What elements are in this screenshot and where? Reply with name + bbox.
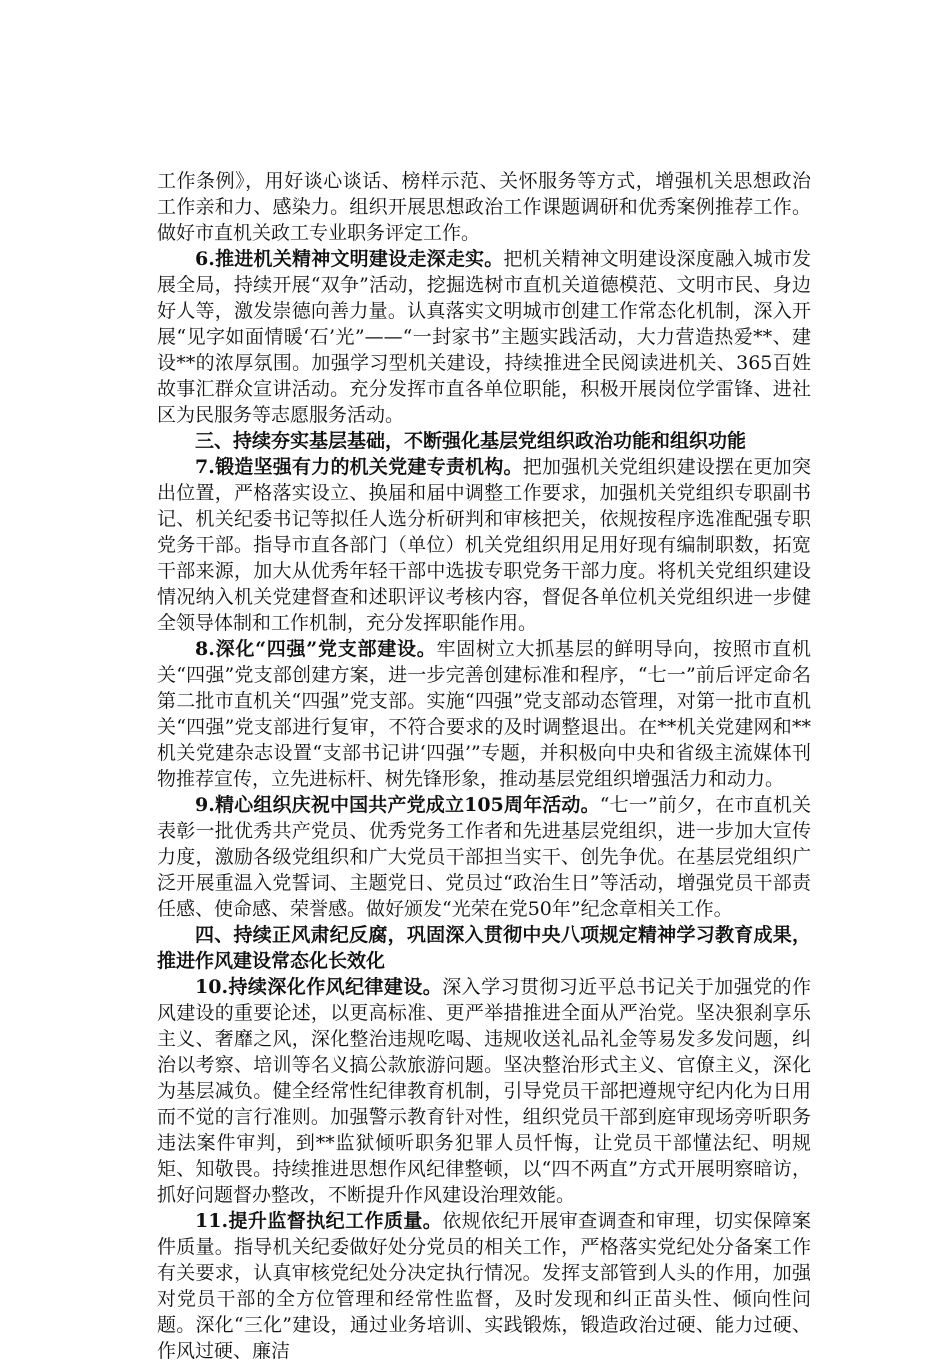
paragraph-item-6 xyxy=(157,246,811,428)
paragraph-text: 把加强机关党组织建设摆在更加突出位置，严格落实设立、换届和届中调整工作要求，加强机关党组织专职副书记、机关纪委书记等拟任人选分析研判和审核把关，依规按程序选准配强专职党务干部。指导市直各部门（单位）机关党组织用足用好现有编制职数，拓宽干部来源，加大从优秀年轻干部中选拔专职党务干部力度。将机关党组织建设情况纳入机关党建督查和述职评议考核内容，督促各单位机关党组织进一步健全领导体制和工作机制，充分发挥职能作用。 xyxy=(157,456,811,634)
section-heading-3: 三、持续夯实基层基础，不断强化基层党组织政治功能和组织功能 xyxy=(195,430,747,452)
paragraph-lead: 6.推进机关精神文明建设走深走实。 xyxy=(195,248,504,270)
paragraph-item-9 xyxy=(157,792,811,922)
paragraph-item-8 xyxy=(157,636,811,792)
document-page xyxy=(157,168,811,1364)
paragraph-text: “七一”前夕，在市直机关表彰一批优秀共产党员、优秀党务工作者和先进基层党组织，进一步加大宣传力度，激励各级党组织和广大党员干部担当实干、创先争优。在基层党组织广泛开展重温入党誓词、主题党日、党员过“政治生日”等活动，增强党员干部责任感、使命感、荣誉感。做好颁发“光荣在党50年”纪念章相关工作。 xyxy=(157,794,811,920)
paragraph-text: 深入学习贯彻习近平总书记关于加强党的作风建设的重要论述，以更高标准、更严举措推进全面从严治党。坚决狠刹享乐主义、奢靡之风，深化整治违规吃喝、违规收送礼品礼金等易发多发问题，纠治以考察、培训等名义搞公款旅游问题。坚决整治形式主义、官僚主义，深化为基层减负。健全经常性纪律教育机制，引导党员干部把遵规守纪内化为日用而不觉的言行准则。加强警示教育针对性，组织党员干部到庭审现场旁听职务违法案件审判，到**监狱倾听职务犯罪人员忏悔，让党员干部懂法纪、明规矩、知敬畏。持续推进思想作风纪律整顿，以“四不两直”方式开展明察暗访，抓好问题督办整改，不断提升作风建设治理效能。 xyxy=(157,976,811,1206)
paragraph-item-10 xyxy=(157,974,811,1208)
paragraph-lead: 7.锻造坚强有力的机关党建专责机构。 xyxy=(195,456,523,478)
section-heading-4: 四、持续正风肃纪反腐，巩固深入贯彻中央八项规定精神学习教育成果，推进作风建设常态化长效化 xyxy=(157,924,811,972)
paragraph-item-7 xyxy=(157,454,811,636)
paragraph-lead: 8.深化“四强”党支部建设。 xyxy=(195,638,437,660)
paragraph-lead: 10.持续深化作风纪律建设。 xyxy=(195,976,443,998)
paragraph-lead: 9.精心组织庆祝中国共产党成立105周年活动。 xyxy=(195,794,600,816)
paragraph-item-11 xyxy=(157,1208,811,1364)
paragraph-text: 把机关精神文明建设深度融入城市发展全局，持续开展“双争”活动，挖掘选树市直机关道德模范、文明市民、身边好人等，激发崇德向善力量。认真落实文明城市创建工作常态化机制，深入开展“见字如面情暖‘石’光”——“一封家书”主题实践活动，大力营造热爱**、建设**的浓厚氛围。加强学习型机关建设，持续推进全民阅读进机关、365百姓故事汇群众宣讲活动。充分发挥市直各单位职能，积极开展岗位学雷锋、进社区为民服务等志愿服务活动。 xyxy=(157,248,811,426)
paragraph-lead: 11.提升监督执纪工作质量。 xyxy=(195,1210,443,1232)
paragraph-text: 工作条例》，用好谈心谈话、榜样示范、关怀服务等方式，增强机关思想政治工作亲和力、感染力。组织开展思想政治工作课题调研和优秀案例推荐工作。做好市直机关政工专业职务评定工作。 xyxy=(157,170,811,244)
paragraph-text: 牢固树立大抓基层的鲜明导向，按照市直机关“四强”党支部创建方案，进一步完善创建标准和程序，“七一”前后评定命名第二批市直机关“四强”党支部。实施“四强”党支部动态管理，对第一批市直机关“四强”党支部进行复审，不符合要求的及时调整退出。在**机关党建网和**机关党建杂志设置“支部书记讲‘四强’”专题，并积极向中央和省级主流媒体刊物推荐宣传，立先进标杆、树先锋形象，推动基层党组织增强活力和动力。 xyxy=(157,638,811,790)
paragraph-continuation xyxy=(157,168,811,246)
paragraph-text: 依规依纪开展审查调查和审理，切实保障案件质量。指导机关纪委做好处分党员的相关工作，严格落实党纪处分备案工作有关要求，认真审核党纪处分决定执行情况。发挥支部管到人头的作用，加强对党员干部的全方位管理和经常性监督，及时发现和纠正苗头性、倾向性问题。深化“三化”建设，通过业务培训、实践锻炼，锻造政治过硬、能力过硬、作风过硬、廉洁 xyxy=(157,1210,811,1362)
